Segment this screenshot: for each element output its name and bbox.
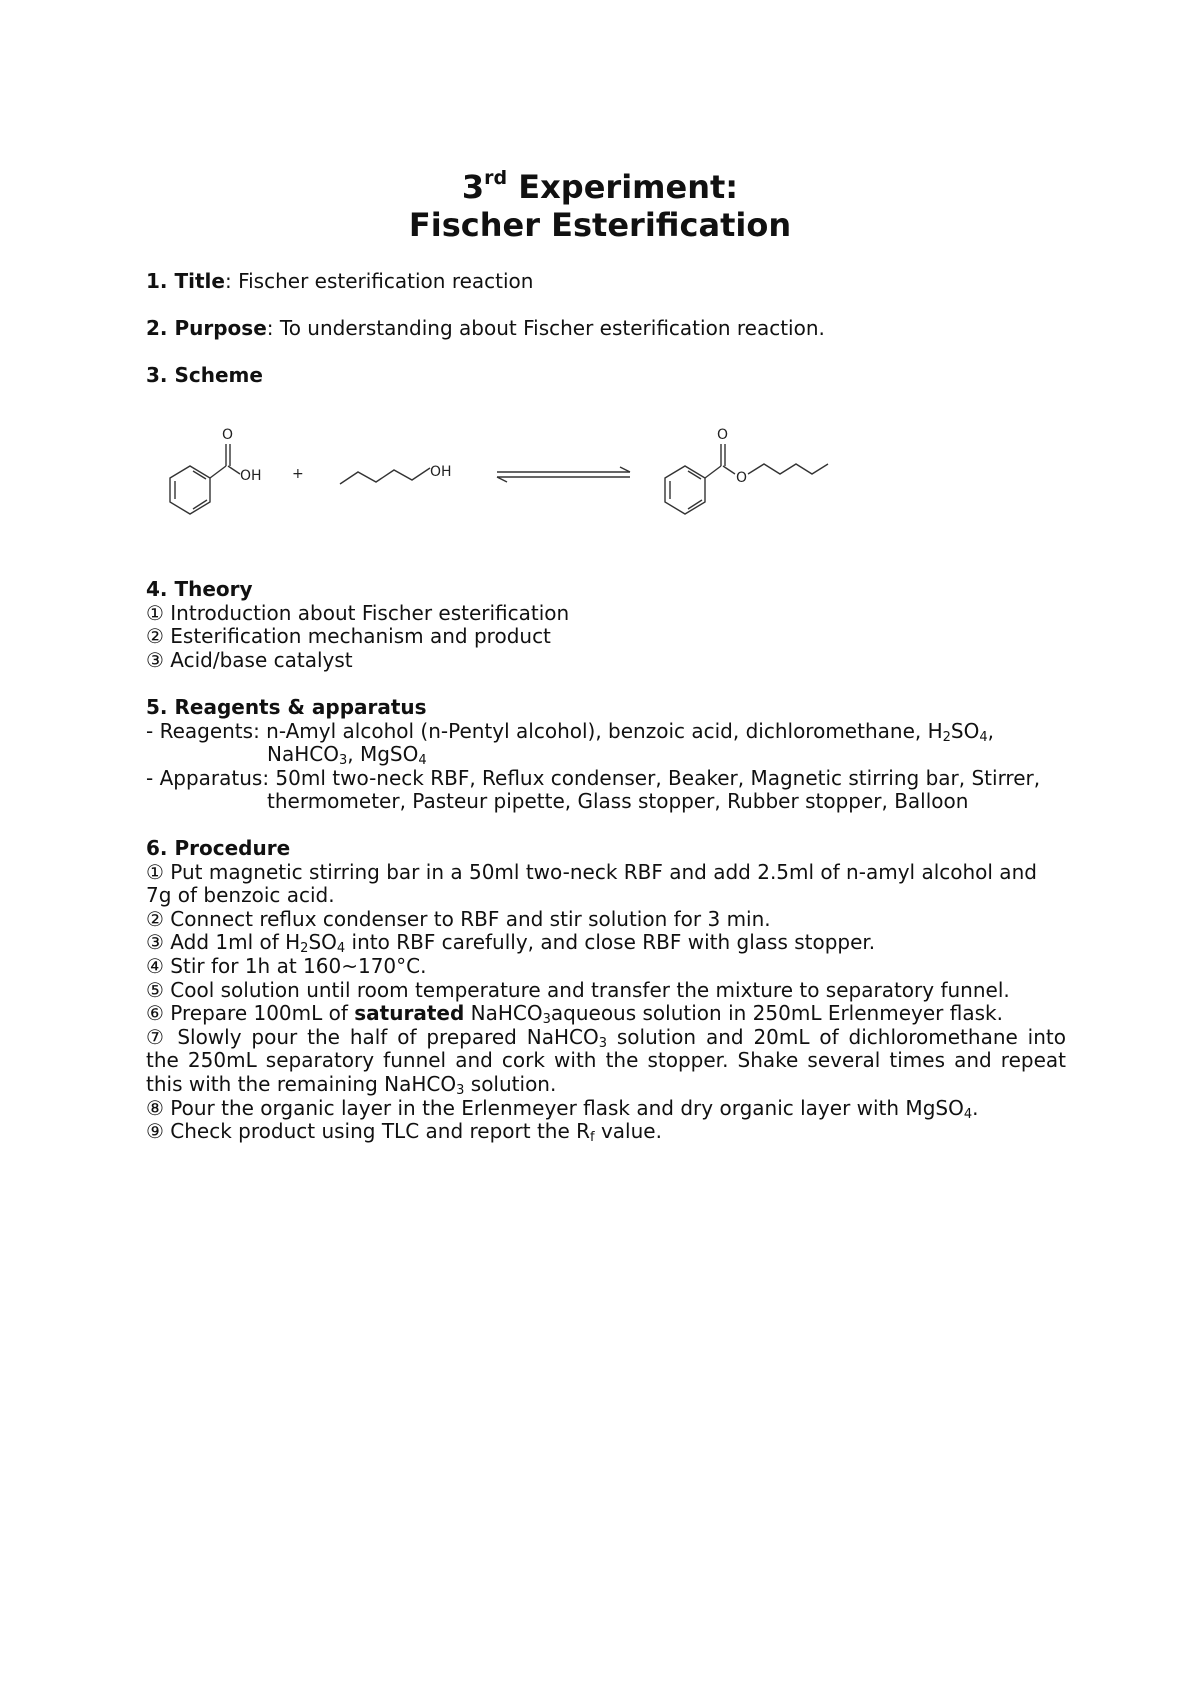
- section-procedure: 6. Procedure ① Put magnetic stirring bar in a 50ml two-neck RBF and add 2.5ml of n-amyl alcohol and 7g of benzoic acid. ② Connect reflux condenser to RBF and stir solution for 3 min. ③ Add 1ml of $H_2SO_4$ into RBF carefully, and close RBF with glass stopper. ④ Stir for 1h at 160~170°C. ⑤ Cool solution until room temperature and transfer the mixture to separatory funnel. ⑥ Prepare 100mL of saturated NaHCO$_3$aqueous solution in 250mL Erlenmeyer flask. ⑦ Slowly pour the half of prepared NaHCO$_3$ solution and 20mL of dichloromethane into the 250mL separatory funnel and cork with the stopper. Shake several times and repeat this with the remaining NaHCO$_3$ solution. ⑧ Pour the organic layer in the Erlenmeyer flask and dry organic layer with MgSO$_4$. ⑨ Check product using TLC and report the $R_f$ value.: [146, 836, 1066, 1146]
- section-theory: 4. Theory ① Introduction about Fischer esterification ② Esterification mechanism and product ③ Acid/base catalyst: [146, 577, 570, 672]
- oxygen-label: O: [222, 427, 234, 443]
- procedure-step: ⑨ Check product using TLC and report the $R_f$ value.: [146, 1119, 662, 1146]
- procedure-step: ① Put magnetic stirring bar in a 50ml two-neck RBF and add 2.5ml of n-amyl alcohol and: [146, 859, 1037, 884]
- apparatus-line: - Apparatus: 50ml two-neck RBF, Reflux condenser, Beaker, Magnetic stirring bar, Stirrer,: [146, 765, 1041, 790]
- plus-sign: +: [292, 466, 304, 482]
- experiment-subtitle: Fischer Esterification: [408, 206, 792, 244]
- experiment-title: 3rd Experiment:: [461, 167, 739, 206]
- reagents-line: - Reagents: n-Amyl alcohol (n-Pentyl alcohol), benzoic acid, dichloromethane, $H_2SO_4$,: [146, 718, 994, 745]
- oxygen-label: O: [717, 427, 729, 443]
- procedure-step: ③ Add 1ml of $H_2SO_4$ into RBF carefully, and close RBF with glass stopper.: [146, 930, 876, 957]
- procedure-step: ⑦ Slowly pour the half of prepared NaHCO$_3$ solution and 20mL of dichloromethane into: [146, 1024, 1066, 1051]
- hydroxyl-label: OH: [240, 468, 262, 484]
- benzoic-acid-structure: [170, 427, 262, 514]
- amyl-benzoate-structure: [665, 427, 828, 514]
- procedure-step: ② Connect reflux condenser to RBF and stir solution for 3 min.: [146, 906, 771, 931]
- section-reagents: 5. Reagents & apparatus - Reagents: n-Amyl alcohol (n-Pentyl alcohol), benzoic acid, dichloromethane, $H_2SO_4$, NaHCO$_3$, MgSO$_4$ - Apparatus: 50ml two-neck RBF, Reflux condenser, Beaker, Magnetic stirring bar, Stirrer, thermometer, Pasteur pipette, Glass stopper, Rubber stopper, Balloon: [146, 696, 1066, 814]
- procedure-step: ④ Stir for 1h at 160~170°C.: [146, 953, 427, 978]
- hydroxyl-label: OH: [430, 464, 452, 480]
- section-purpose: 2. Purpose: To understanding about Fischer esterification reaction.: [146, 316, 825, 340]
- theory-item: ② Esterification mechanism and product: [146, 624, 551, 649]
- theory-item: ③ Acid/base catalyst: [146, 647, 353, 672]
- section-title: 1. Title: Fischer esterification reaction: [146, 269, 534, 293]
- procedure-step: ⑧ Pour the organic layer in the Erlenmeyer flask and dry organic layer with MgSO$_4$.: [146, 1095, 979, 1122]
- amyl-alcohol-structure: [340, 464, 452, 484]
- reagents-line-continued: NaHCO$_3$, MgSO$_4$: [267, 742, 427, 769]
- document-title: [0, 168, 1200, 244]
- procedure-step: ⑤ Cool solution until room temperature and transfer the mixture to separatory funnel.: [146, 977, 1010, 1002]
- theory-item: ① Introduction about Fischer esterification: [146, 600, 570, 625]
- ester-oxygen-label: O: [736, 470, 748, 486]
- section-scheme-heading: 3. Scheme: [146, 363, 263, 387]
- equilibrium-arrow: [497, 467, 630, 482]
- apparatus-line-continued: thermometer, Pasteur pipette, Glass stopper, Rubber stopper, Balloon: [267, 789, 969, 814]
- ordinal-suffix: rd: [484, 167, 508, 189]
- procedure-step: ⑥ Prepare 100mL of saturated NaHCO$_3$aqueous solution in 250mL Erlenmeyer flask.: [146, 1001, 1003, 1028]
- reaction-scheme: [160, 420, 860, 530]
